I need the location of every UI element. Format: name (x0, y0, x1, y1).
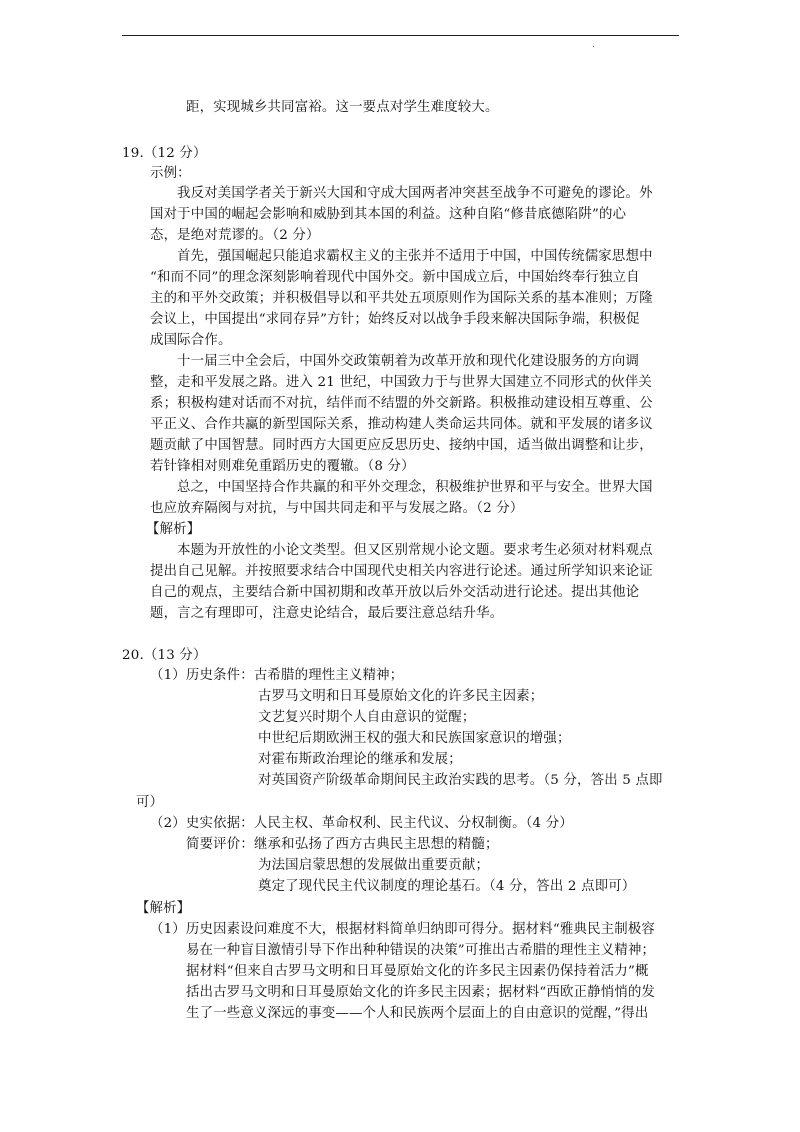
q19-p3-line: 整，走和平发展之路。进入 21 世纪，中国致力于与世界大国建立不同形式的伙伴关 (150, 375, 653, 390)
q19-p3-line: 若针锋相对则难免重蹈历史的覆辙。（8 分） (150, 459, 415, 474)
q19-p3-line: 系；积极构建对话而不对抗，结伴而不结盟的外交新路。积极推动建设相互尊重、公 (150, 396, 653, 411)
q19-p3-line: 十一届三中全会后，中国外交政策朝着为改革开放和现代化建设服务的方向调 (177, 354, 640, 369)
q20-number: 20.（13 分） (122, 648, 207, 663)
q20-s1-line: 可） (136, 795, 164, 810)
q20-analysis-line: （1）历史因素设问难度不大，根据材料简单归纳即可得分。据材料“雅典民主制极容 (150, 922, 656, 937)
q19-number: 19.（12 分） (122, 146, 207, 161)
q19-p1-line: 国对于中国的崛起会影响和威胁到其本国的利益。这种自陷“修昔底德陷阱”的心 (150, 207, 627, 222)
q19-p3-line: 平正义、合作共赢的新型国际关系，推动构建人类命运共同体。就和平发展的诸多议 (150, 417, 653, 432)
q19-analysis-line: 题，言之有理即可，注意史论结合，最后要注意总结升华。 (150, 606, 504, 621)
q20-s1-line: 古罗马文明和日耳曼原始文化的许多民主因素； (258, 689, 544, 704)
q20-s1-line: 中世纪后期欧洲王权的强大和民族国家意识的增强； (258, 731, 571, 746)
q19-p1-line: 态，是绝对荒谬的。（2 分） (150, 228, 320, 243)
q20-analysis-label: 【解析】 (136, 901, 191, 916)
q19-p1-line: 我反对美国学者关于新兴大国和守成大国两者冲突甚至战争不可避免的谬论。外 (177, 186, 653, 201)
q19-p4-line: 总之，中国坚持合作共赢的和平外交理念，积极维护世界和平与安全。世界大国 (177, 480, 653, 495)
continuation-line: 距，实现城乡共同富裕。这一要点对学生难度较大。 (186, 100, 499, 115)
q19-p4-line: 也应放弃隔阂与对抗，与中国共同走和平与发展之路。（2 分） (150, 501, 524, 516)
q19-p2-line: 首先，强国崛起只能追求霸权主义的主张并不适用于中国，中国传统儒家思想中 (177, 249, 653, 264)
q20-s2-line: 为法国启蒙思想的发展做出重要贡献； (258, 858, 490, 873)
q19-p2-line: 会议上，中国提出“求同存异”方针；始终反对以战争手段来解决国际争端，积极促 (150, 312, 640, 327)
q20-s1-line: 对霍布斯政治理论的继承和发展； (258, 752, 462, 767)
q20-s2-line: 奠定了现代民主代议制度的理论基石。（4 分，答出 2 点即可） (258, 879, 636, 894)
q20-s1-line: （1）历史条件：古希腊的理性主义精神； (150, 668, 404, 683)
q19-analysis-line: 本题为开放性的小论文类型。但又区别常规小论文题。要求考生必须对材料观点 (177, 543, 653, 558)
q19-p2-line: 成国际合作。 (150, 333, 232, 348)
header-dot: . (592, 40, 595, 50)
q19-example-label: 示例： (150, 166, 191, 181)
q20-s2-line: （2）史实依据：人民主权、革命权利、民主代议、分权制衡。（4 分） (150, 816, 573, 831)
q19-analysis-line: 提出自己见解。并按照要求结合中国现代史相关内容进行论述。通过所学知识来论证 (150, 564, 653, 579)
q19-p3-line: 题贡献了中国智慧。同时西方大国更应反思历史、接纳中国，适当做出调整和让步， (150, 438, 653, 453)
q19-analysis-line: 自己的观点，主要结合新中国初期和改革开放以后外交活动进行论述。提出其他论 (150, 585, 640, 600)
q19-p2-line: “和而不同”的理念深刻影响着现代中国外交。新中国成立后，中国始终奉行独立自 (150, 270, 640, 285)
q20-analysis-line: 据材料“但来自古罗马文明和日耳曼原始文化的许多民主因素仍保持着活力”概 (186, 964, 649, 979)
q20-analysis-line: 括出古罗马文明和日耳曼原始文化的许多民主因素；据材料“西欧正静悄悄的发 (186, 985, 656, 1000)
q20-s2-line: 简要评价：继承和弘扬了西方古典民主思想的精髓； (186, 837, 499, 852)
q20-analysis-line: 易在一种盲目激情引导下作出种种错误的决策”可推出古希腊的理性主义精神； (186, 943, 656, 958)
q20-s1-line: 对英国资产阶级革命期间民主政治实践的思考。（5 分，答出 5 点即 (258, 773, 663, 788)
q20-analysis-line: 生了一些意义深远的事变——个人和民族两个层面上的自由意识的觉醒，”得出 (186, 1006, 649, 1021)
header-rule (122, 35, 679, 36)
q19-p2-line: 主的和平外交政策；并积极倡导以和平共处五项原则作为国际关系的基本准则；万隆 (150, 291, 653, 306)
q20-s1-line: 文艺复兴时期个人自由意识的觉醒； (258, 710, 476, 725)
q19-analysis-label: 【解析】 (146, 522, 201, 537)
